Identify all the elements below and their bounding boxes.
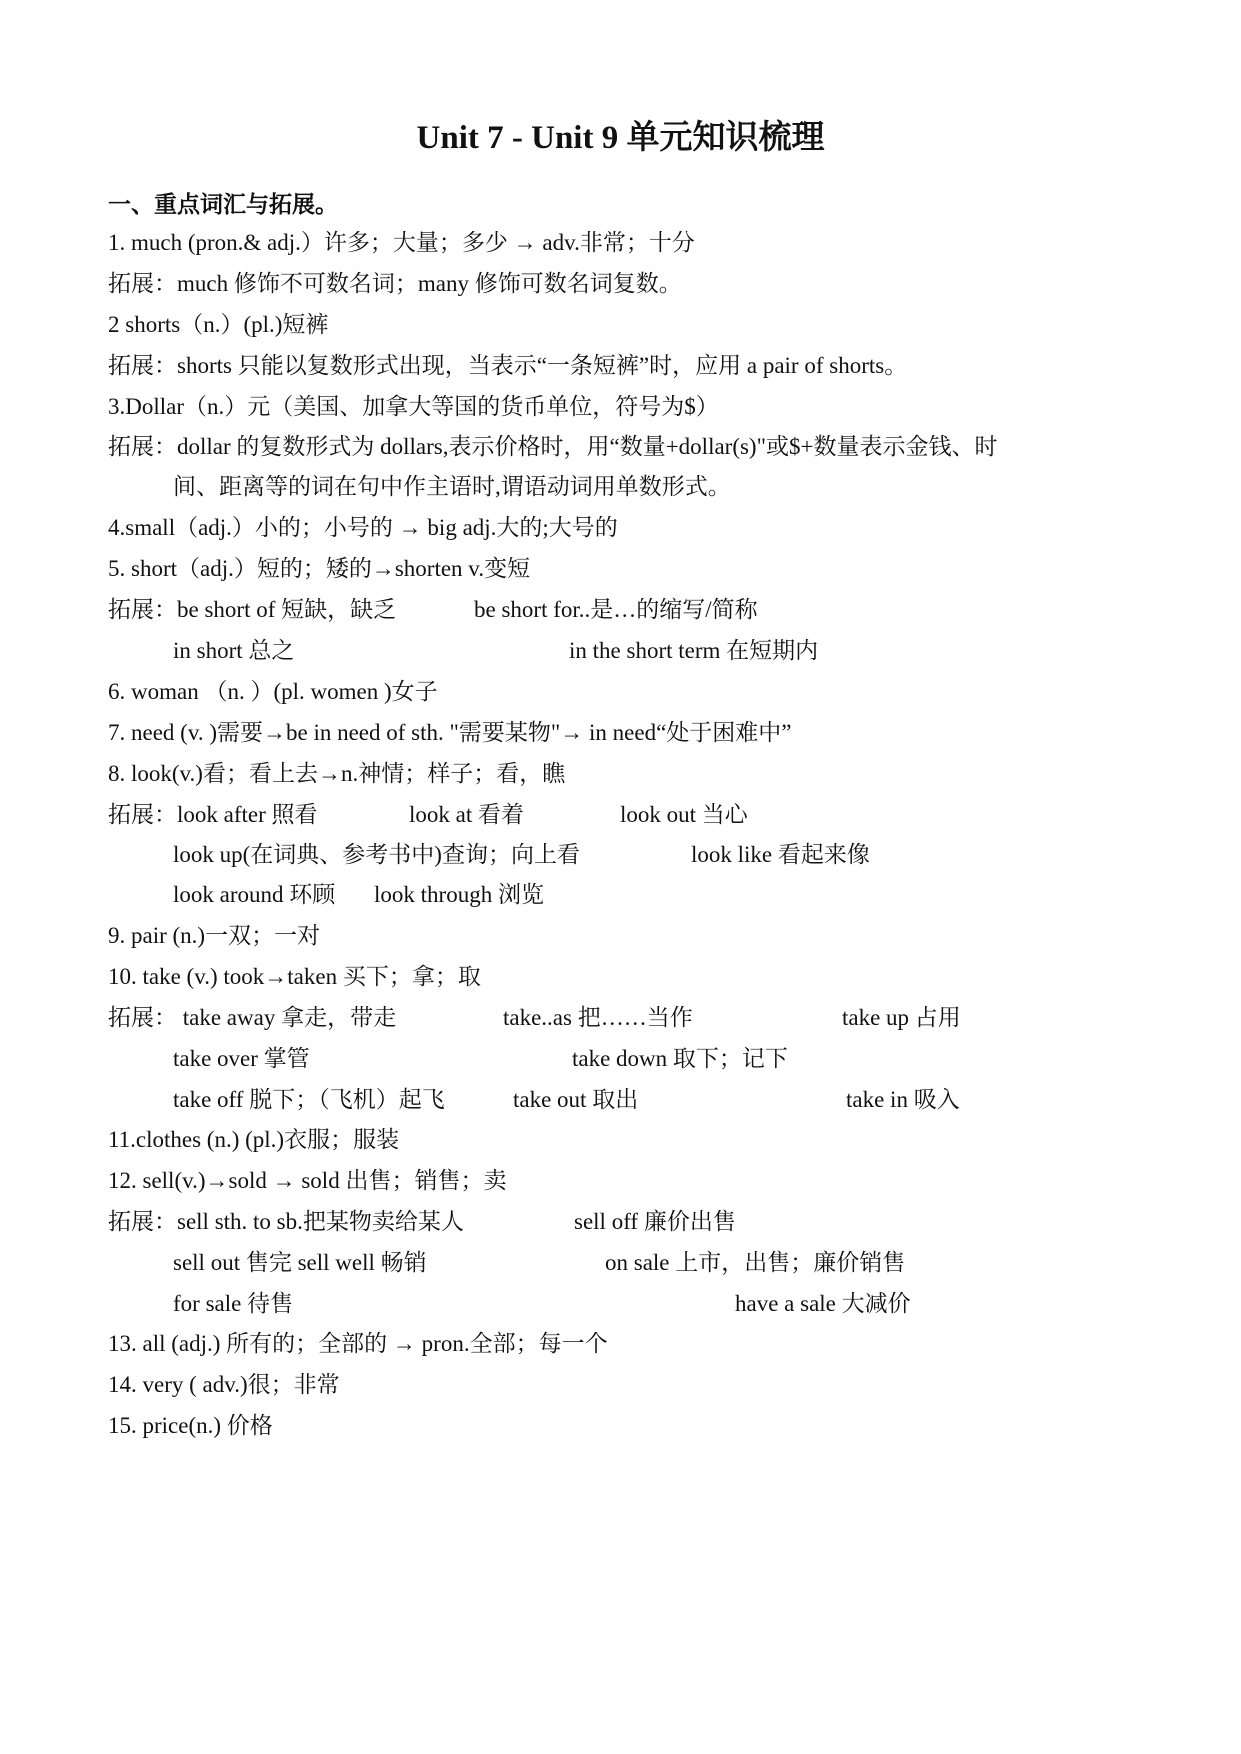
ext-item: take in 吸入 [846, 1087, 960, 1112]
ext-item: have a sale 大减价 [735, 1291, 911, 1316]
extension-dollar-cont: 间、距离等的词在句中作主语时,谓语动词用单数形式。 [173, 474, 731, 499]
entry-short: 5. short（adj.）短的；矮的→shorten v.变短 [108, 556, 531, 581]
ext-item: sell out 售完 sell well 畅销 [173, 1250, 427, 1275]
entry-woman: 6. woman （n. ）(pl. women )女子 [108, 679, 438, 704]
ext-item: in short 总之 [173, 638, 295, 663]
ext-item: in the short term 在短期内 [569, 638, 819, 663]
entry-very: 14. very ( adv.)很；非常 [108, 1372, 340, 1397]
ext-item: 拓展：sell sth. to sb.把某物卖给某人 [108, 1209, 464, 1234]
extension-look-row1 [108, 800, 1108, 830]
ext-item: take out 取出 [513, 1087, 639, 1112]
entry-dollar: 3.Dollar（n.）元（美国、加拿大等国的货币单位，符号为$） [108, 394, 719, 419]
extension-take-row2 [173, 1044, 1073, 1074]
ext-item: 拓展：look after 照看 [108, 802, 318, 827]
ext-item: take..as 把……当作 [503, 1005, 693, 1030]
extension-sell-row2 [173, 1248, 1073, 1278]
extension-look-row3 [173, 880, 1073, 910]
extension-sell-row3 [173, 1289, 1073, 1319]
ext-item: look like 看起来像 [691, 842, 870, 867]
extension-short-row2 [173, 636, 1073, 666]
ext-item: sell off 廉价出售 [574, 1209, 736, 1234]
entry-much: 1. much (pron.& adj.）许多；大量；多少 → adv.非常；十分 [108, 230, 695, 255]
ext-item: 拓展：be short of 短缺，缺乏 [108, 597, 397, 622]
ext-item: be short for..是…的缩写/简称 [474, 597, 758, 622]
ext-item: for sale 待售 [173, 1291, 294, 1316]
extension-much: 拓展：much 修饰不可数名词；many 修饰可数名词复数。 [108, 271, 682, 296]
entry-pair: 9. pair (n.)一双；一对 [108, 923, 321, 948]
extension-dollar: 拓展：dollar 的复数形式为 dollars,表示价格时，用“数量+dollar(s)"或$+数量表示金钱、时 [108, 434, 998, 459]
ext-item: look through 浏览 [374, 882, 544, 907]
extension-sell-row1 [108, 1207, 1108, 1237]
entry-small: 4.small（adj.）小的；小号的 → big adj.大的;大号的 [108, 515, 618, 540]
ext-item: look around 环顾 [173, 882, 336, 907]
ext-item: look up(在词典、参考书中)查询；向上看 [173, 842, 580, 867]
extension-short-row1 [108, 595, 1108, 625]
page-title: Unit 7 - Unit 9 单元知识梳理 [416, 120, 825, 156]
entry-all: 13. all (adj.) 所有的；全部的 → pron.全部；每一个 [108, 1331, 608, 1356]
entry-sell: 12. sell(v.)→sold → sold 出售；销售；卖 [108, 1168, 507, 1193]
extension-take-row1 [108, 1003, 1108, 1033]
ext-item: take down 取下；记下 [572, 1046, 788, 1071]
entry-look: 8. look(v.)看；看上去→n.神情；样子；看，瞧 [108, 761, 566, 786]
entry-clothes: 11.clothes (n.) (pl.)衣服；服装 [108, 1127, 400, 1152]
section-heading: 一、重点词汇与拓展。 [108, 192, 338, 217]
ext-item: take off 脱下；（飞机）起飞 [173, 1087, 445, 1112]
ext-item: take up 占用 [842, 1005, 961, 1030]
ext-item: on sale 上市，出售；廉价销售 [605, 1250, 906, 1275]
extension-take-row3 [173, 1085, 1073, 1115]
ext-item: 拓展： take away 拿走，带走 [108, 1005, 397, 1030]
entry-price: 15. price(n.) 价格 [108, 1413, 273, 1438]
extension-shorts: 拓展：shorts 只能以复数形式出现，当表示“一条短裤”时，应用 a pair of shorts。 [108, 353, 908, 378]
extension-look-row2 [173, 840, 1073, 870]
entry-shorts: 2 shorts（n.）(pl.)短裤 [108, 312, 329, 337]
ext-item: look at 看着 [409, 802, 524, 827]
ext-item: take over 掌管 [173, 1046, 310, 1071]
ext-item: look out 当心 [620, 802, 748, 827]
entry-take: 10. take (v.) took→taken 买下；拿；取 [108, 964, 481, 989]
entry-need: 7. need (v. )需要→be in need of sth. "需要某物"→ in need“处于困难中” [108, 720, 792, 745]
